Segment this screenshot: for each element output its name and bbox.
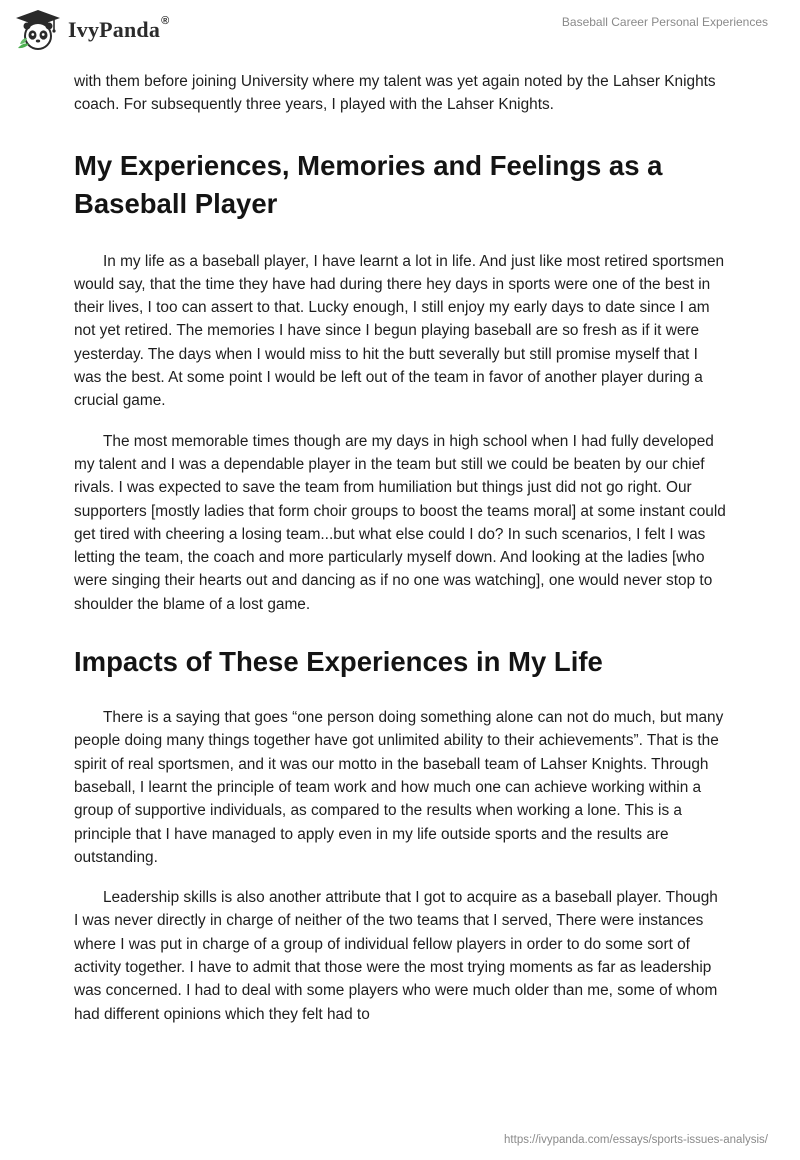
paragraph-impacts-2: Leadership skills is also another attribute that I got to acquire as a baseball player. Though I was never directly in charge of neither of the two teams that I served, There were instances where I was put in charge of a group of individual fellow players in order to do some sort of activity together. I have to admit that those were the most trying moments as far as leadership was concerned. I had to deal with some players who were much older than me, some of whom had different opinions which they felt had to bbox=[74, 889, 718, 1023]
page-header bbox=[0, 0, 800, 62]
document-title: Baseball Career Personal Experiences bbox=[561, 15, 768, 29]
essay-content bbox=[74, 70, 726, 1026]
paragraph-experiences-1: In my life as a baseball player, I have learnt a lot in life. And just like most retired sportsmen would say, that the time they have had during there hey days in sports were one of the best in their lives, I too can assert to that. Lucky enough, I still enjoy my early days to date since I am not yet retired. The memories I have since I begun playing baseball are so fresh as if it were yesterday. The days when I would miss to hit the butt severally but still promise myself that I was the best. At some point I would be left out of the team in favor of another player during a crucial game. bbox=[74, 252, 725, 410]
section-heading-impacts: Impacts of These Experiences in My Life bbox=[74, 646, 603, 678]
ivypanda-logo[interactable] bbox=[14, 8, 169, 52]
registered-mark: ® bbox=[161, 15, 170, 27]
section-heading-experiences: My Experiences, Memories and Feelings as a Baseball Player bbox=[74, 149, 663, 219]
intro-paragraph: with them before joining University where my talent was yet again noted by the Lahser Knights coach. For subsequently three years, I played with the Lahser Knights. bbox=[74, 73, 716, 114]
paragraph-impacts-1: There is a saying that goes “one person doing something alone can not do much, but many people doing many things together have got unlimited ability to their achievements”. That is the spirit of real sportsmen, and it was our motto in the baseball team of Lahser Knights. Through baseball, I learnt the principle of team work and how much one can achieve working within a group of supportive individuals, as compared to the results when working a lone. This is a principle that I have managed to apply even in my life outside sports and the results are outstanding. bbox=[74, 709, 724, 866]
brand-name: IvyPanda® bbox=[68, 15, 170, 42]
panda-graduation-icon bbox=[14, 8, 62, 52]
source-url[interactable]: https://ivypanda.com/essays/sports-issues-analysis/ bbox=[504, 1134, 768, 1146]
paragraph-experiences-2: The most memorable times though are my days in high school when I had fully developed my talent and I was a dependable player in the team but still we could be beaten by our chief rivals. I was expected to save the team from humiliation but things just did not go right. Our supporters [mostly ladies that form choir groups to boost the teams moral] at some instant could get tired with cheering a losing team...but what else could I do? In such scenarios, I felt I was letting the team, the coach and more particularly myself down. And looking at the ladies [who were singing their hearts out and dancing as if no one was watching], one would never stop to shoulder the blame of a lost game. bbox=[74, 432, 726, 613]
